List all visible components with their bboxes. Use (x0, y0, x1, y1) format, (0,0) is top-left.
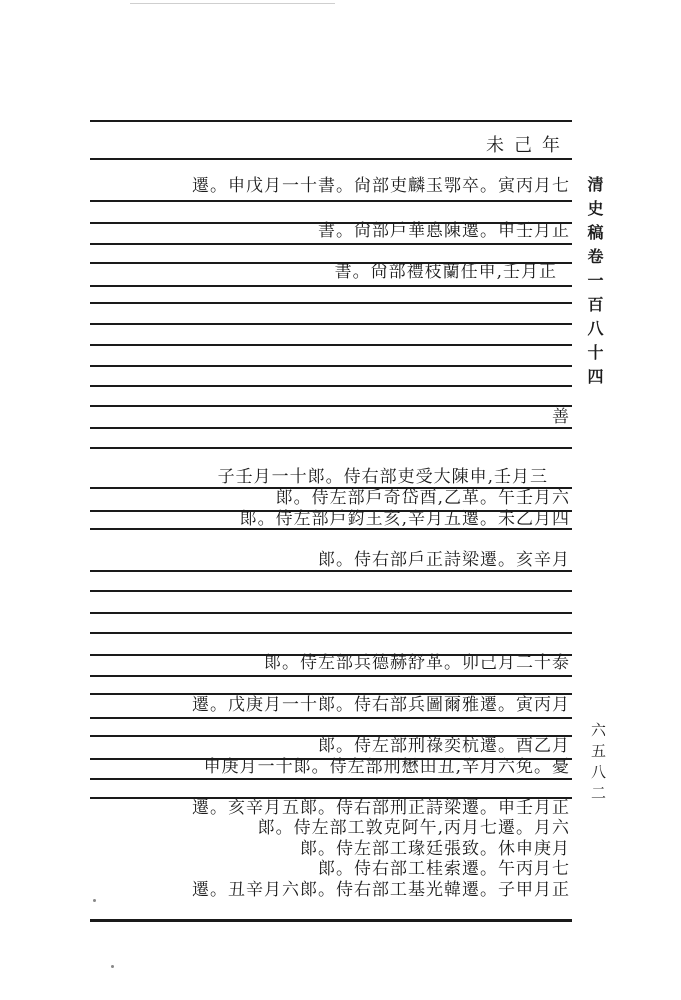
rule-2 (90, 158, 572, 160)
row-26: 郞。侍左部工敦克阿午,丙月七遷。月六 (257, 818, 570, 838)
paper-speck (111, 965, 114, 968)
page-number: 六五八二 (589, 722, 607, 806)
rule-8 (90, 302, 572, 304)
row-25: 遷。亥辛月五郞。侍右部刑正詩梁遷。申壬月正 (192, 798, 570, 818)
row-2: 書。尙部戶華悳陳遷。申壬月正 (318, 221, 570, 241)
row-14: 郞。侍右部戶正詩梁遷。亥辛月 (318, 550, 570, 570)
rule-9 (90, 323, 572, 325)
rule-20 (90, 590, 572, 592)
paper-speck (93, 899, 96, 902)
volume-title: 清史稿卷一百八十四 (585, 176, 604, 392)
rule-5 (90, 243, 572, 245)
year-label: 未己年 (486, 135, 570, 156)
row-27: 郞。侍左部工瑑廷張致。休申庚月 (300, 839, 570, 859)
year-header (486, 131, 570, 157)
rule-1 (90, 120, 572, 122)
rule-3 (90, 200, 572, 202)
row-29: 遷。丑辛月六郞。侍右部工基光韓遷。子甲月正 (192, 880, 570, 900)
row-23: 申庚月一十郞。侍左部刑懋田丑,辛月六免。憂 (203, 757, 570, 777)
top-edge-rule (130, 3, 335, 4)
rule-10 (90, 344, 572, 346)
row-22: 郞。侍左部刑祿奕杭遷。酉乙月 (318, 736, 570, 756)
row-1: 遷。申戊月一十書。尙部吏麟玉鄂卒。寅丙月七 (192, 176, 570, 196)
rule-12 (90, 385, 572, 387)
rule-7 (90, 285, 572, 287)
row-8: 善 (552, 407, 570, 427)
rule-29 (90, 778, 572, 780)
rule-11 (90, 365, 572, 367)
rule-26 (90, 717, 572, 719)
rule-31 (90, 919, 572, 922)
row-28: 郞。侍右部工桂索遷。午丙月七 (318, 859, 570, 879)
rule-15 (90, 447, 572, 449)
rule-21 (90, 612, 572, 614)
row-18: 郞。侍左部兵德赫舒革。卯己月二十泰 (264, 653, 570, 673)
row-3: 書。尙部禮枝蘭任申,壬月正 (334, 262, 557, 282)
row-10: 子壬月一十郞。侍右部吏受大陳申,壬月三 (217, 467, 548, 487)
rule-22 (90, 632, 572, 634)
rule-24 (90, 675, 572, 677)
row-20: 遷。戊庚月一十郞。侍右部兵圖爾雅遷。寅丙月 (192, 695, 570, 715)
row-12: 郞。侍左部戶鈞王亥,辛月五遷。未乙月四 (239, 509, 570, 529)
row-11: 郞。侍左部戶奇岱酉,乙革。午壬月六 (275, 488, 570, 508)
